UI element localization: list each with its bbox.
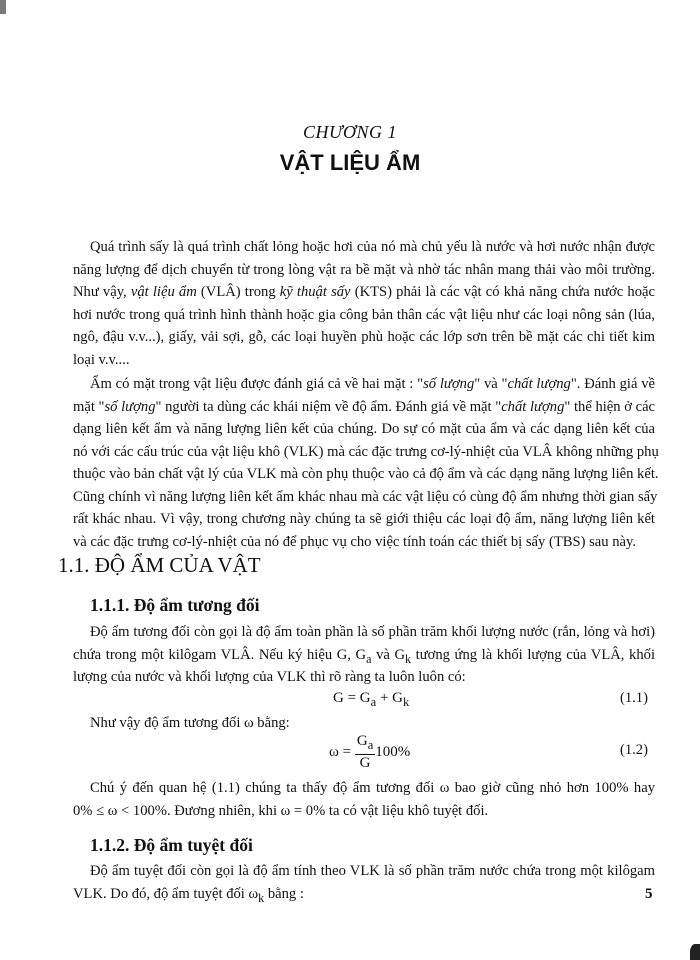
eq-text: 100% xyxy=(375,743,411,760)
paragraph-note xyxy=(73,777,655,822)
page-number: 5 xyxy=(645,886,653,902)
equation-1-2 xyxy=(329,733,410,772)
eq-text: + G xyxy=(376,690,403,706)
text-segment: nó với các cấu trúc của vật liệu khô (VLK) mà các đặc trưng cơ-lý-nhiệt của VLÂ không những phụ xyxy=(73,443,659,460)
text-line xyxy=(73,883,655,906)
eq-sub: a xyxy=(370,695,377,709)
text-line xyxy=(73,531,655,554)
eq-text: G = G xyxy=(333,690,371,706)
text-line xyxy=(73,860,655,883)
text-line xyxy=(73,644,655,667)
italic-term: chất lượng xyxy=(507,376,571,392)
text-segment: (KTS) phải là các vật có khả năng chứa nước hoặc xyxy=(350,284,655,300)
text-segment: Chú ý đến quan hệ (1.1) chúng ta thấy độ ẩm tương đối ω bao giờ cũng nhỏ hơn 100% hay xyxy=(90,780,655,796)
text-segment: hơi nước trong quá trình hình thành hoặc gia công bản thân các vật liệu như các loại nông sản (lúa, xyxy=(73,306,655,323)
text-segment: tương ứng là khối lượng của VLÂ, khối xyxy=(411,646,655,663)
text-line xyxy=(73,441,659,464)
text-line xyxy=(73,304,655,327)
text-line xyxy=(73,508,655,531)
italic-term: kỹ thuật sấy xyxy=(279,284,351,300)
text-segment: chứa trong một kilôgam VLÂ. Nếu ký hiệu G, G xyxy=(73,646,367,663)
text-segment: và G xyxy=(371,646,405,663)
text-line xyxy=(73,373,655,396)
text-segment: Cũng chính vì năng lượng liên kết ẩm khác nhau mà các vật liệu có cùng độ ẩm nhưng thời gian sấy xyxy=(73,488,658,505)
text-segment: lượng của nước và khối lượng của VLK thì rõ ràng ta luôn luôn có: xyxy=(73,669,466,685)
chapter-label: CHƯƠNG 1 xyxy=(302,122,398,142)
text-segment: " thể hiện ở các xyxy=(564,398,656,415)
eq-sub: a xyxy=(367,738,374,752)
scan-artifact xyxy=(690,944,700,960)
italic-term: số lượng xyxy=(423,376,475,392)
equation-1-1 xyxy=(333,690,409,710)
text-line xyxy=(73,486,658,509)
text-line xyxy=(73,418,655,441)
text-segment: k xyxy=(405,651,412,666)
italic-term: chất lượng xyxy=(501,398,565,415)
fraction xyxy=(355,733,375,772)
text-segment: Độ ẩm tuyệt đối còn gọi là độ ẩm tính theo VLK là số phần trăm nước chứa trong một kilôgam xyxy=(90,863,655,879)
text-segment: a xyxy=(366,651,372,666)
subsection-heading-relative: 1.1.1. Độ ẩm tương đối xyxy=(90,595,260,615)
text-segment: Ẩm có mặt trong vật liệu được đánh giá cả về hai mặt : " xyxy=(90,376,424,392)
text-segment: dạng liên kết ẩm và năng lượng liên kết của chúng. Do sự có mặt của ẩm và các dạng liên kết của xyxy=(73,421,655,437)
text-line xyxy=(73,621,655,644)
text-segment: mặt " xyxy=(73,398,105,415)
paragraph-relative-def xyxy=(73,621,655,689)
text-line xyxy=(73,349,655,372)
text-line xyxy=(73,259,655,282)
numerator xyxy=(355,733,375,755)
text-line xyxy=(73,777,655,800)
text-omega-intro: Như vậy độ ẩm tương đối ω bằng: xyxy=(90,715,290,731)
scan-artifact xyxy=(0,0,6,14)
italic-term: số lượng xyxy=(104,398,156,415)
text-segment: thuộc vào bản chất vật lý của VLK mà còn phụ thuộc vào cả độ ẩm và các dạng năng lượng liên kết. xyxy=(73,466,659,482)
text-segment: ngô, đậu v.v...), giấy, vải sợi, gỗ, các loại huyền phù hoặc các lớp sơn trên bề mặt các chi tiết kim xyxy=(73,329,655,345)
text-segment: Như vậy, xyxy=(73,284,131,300)
text-segment: k xyxy=(258,890,265,905)
text-segment: 0% ≤ ω < 100%. Đương nhiên, khi ω = 0% ta có vật liệu khô tuyệt đối. xyxy=(73,802,489,819)
paragraph-absolute-def xyxy=(73,860,655,905)
text-segment: VLK. Do đó, độ ẩm tuyệt đối ω xyxy=(73,885,259,902)
chapter-title: VẬT LIỆU ẨM xyxy=(279,150,421,175)
text-segment: và các đặc trưng cơ-lý-nhiệt của nó để phục vụ cho việc tính toán các thiết bị sấy (TBS) sau này. xyxy=(73,533,636,550)
text-line xyxy=(73,800,655,823)
text-segment: " người ta dùng các khái niệm về độ ẩm. Đánh giá về mặt " xyxy=(155,398,502,415)
subsection-heading-absolute: 1.1.2. Độ ẩm tuyệt đối xyxy=(90,835,253,855)
text-segment: rất khác nhau. Vì vậy, trong chương này chúng ta sẽ giới thiệu các loại độ ẩm, năng lượng liên kết xyxy=(73,511,655,527)
eq-text: ω = xyxy=(329,743,352,760)
denominator: G xyxy=(359,755,371,771)
section-heading: 1.1. ĐỘ ẨM CỦA VẬT xyxy=(58,553,261,577)
text-segment: " và " xyxy=(474,376,508,392)
equation-number: (1.2) xyxy=(620,742,648,758)
paragraph-intro xyxy=(73,236,655,371)
text-line xyxy=(73,396,655,419)
text-segment: ". Đánh giá về xyxy=(570,376,655,392)
equation-number: (1.1) xyxy=(620,690,648,706)
text-segment: loại v.v.... xyxy=(73,351,130,368)
text-line xyxy=(73,236,655,259)
paragraph-moisture-aspects xyxy=(73,373,659,553)
text-segment: năng lượng để dịch chuyển từ trong lòng vật ra bề mặt và nhờ tác nhân mang thải vào môi trường. xyxy=(73,261,655,278)
text-line xyxy=(73,666,655,689)
eq-sub: k xyxy=(402,695,410,709)
text-segment: (VLÂ) trong xyxy=(196,284,280,300)
italic-term: vật liệu ẩm xyxy=(130,284,197,300)
text-segment: Quá trình sấy là quá trình chất lỏng hoặc hơi của nó mà chủ yếu là nước và hơi nước nhận được xyxy=(90,239,655,255)
text-segment: Độ ẩm tương đối còn gọi là độ ẩm toàn phần là số phần trăm khối lượng nước (rắn, lỏng và hơi) xyxy=(90,624,655,640)
eq-text: G xyxy=(356,733,368,749)
text-line xyxy=(73,281,655,304)
text-segment: bằng : xyxy=(264,885,304,902)
text-line xyxy=(73,326,655,349)
text-line xyxy=(73,463,659,486)
